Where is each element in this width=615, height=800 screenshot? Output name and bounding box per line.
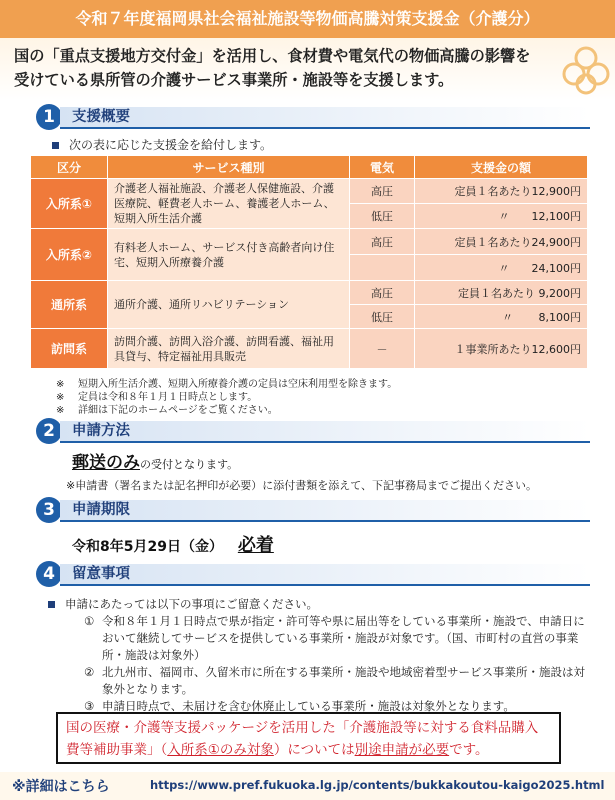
method-line: [72, 448, 238, 473]
note-line: 詳細は下記のホームページをご覧ください。: [78, 405, 278, 416]
category-cell: 通所系: [31, 281, 108, 329]
section-label-1: 支援概要: [72, 109, 130, 125]
caution-lead-text: 申請にあたっては以下の事項にご留意ください。: [65, 597, 318, 611]
header-voltage: 電気: [350, 156, 415, 179]
footer: [0, 772, 615, 800]
flower-icon: [560, 44, 612, 96]
details-label: ※詳細はこちら: [12, 779, 110, 795]
voltage-cell: 低圧: [350, 204, 415, 229]
deadline-date: 令和8年5月29日（金）: [72, 539, 223, 555]
method-note: ※申請書（署名または記名押印が必要）に添付書類を添えて、下記事務局までご提出ください。: [66, 479, 537, 492]
section-label-bar: [60, 500, 590, 522]
mail-only-text: 郵送のみ: [72, 453, 140, 473]
table-notes: ※ 短期入所生活介護、短期入所療養介護の定員は空床利用型を除きます。 ※ 定員は令和８年１月１日時点とします。 ※ 詳細は下記のホームページをご覧ください。: [56, 379, 398, 416]
page-title: 令和７年度福岡県社会福祉施設等物価高騰対策支援金（介護分）: [75, 9, 540, 28]
section-3-header: [0, 497, 615, 523]
item-number: ②: [84, 665, 95, 679]
notice-text: 国の医療・介護等支援パッケージを活用した「介護施設等に対する食料品購入費等補助事業」（: [66, 720, 539, 758]
mail-only-after: の受付となります。: [140, 458, 239, 471]
intro-line-1: 国の「重点支援地方交付金」を活用し、食材費や電気代の物価高騰の影響を: [14, 47, 531, 65]
service-cell: 通所介護、通所リハビリテーション: [108, 281, 350, 329]
section-number-1: 1: [36, 104, 62, 130]
food-subsidy-notice: [56, 712, 561, 764]
item-text: 令和８年１月１日時点で県が指定・許可等や県に届出等をしている事業所・施設で、申請日において継続してサービスを提供している事業所・施設が対象です。（国、市町村の直営の事業所・施設は対象外）: [102, 614, 585, 662]
item-text: 北九州市、福岡市、久留米市に所在する事業所・施設や地域密着型サービス事業所・施設は対象外となります。: [102, 665, 585, 696]
voltage-cell: 高圧: [350, 229, 415, 255]
caution-list: [48, 596, 588, 715]
deadline: [72, 531, 274, 557]
table-header: [31, 156, 588, 179]
intro-line-2: 受けている県所管の介護サービス事業所・施設等を支援します。: [14, 71, 454, 89]
section-label-4: 留意事項: [72, 566, 130, 582]
details-link[interactable]: https://www.pref.fukuoka.lg.jp/contents/bukkakoutou-kaigo2025.html: [150, 778, 605, 792]
section-label-bar: [60, 421, 590, 443]
amount-cell: １事業所あたり12,600円: [415, 329, 588, 369]
section-label-bar: [60, 107, 590, 129]
section-1-lead: [52, 136, 272, 153]
voltage-cell: [350, 255, 415, 281]
amount-cell: 〃 24,100円: [415, 255, 588, 281]
section-4-header: [0, 561, 615, 587]
square-bullet-icon: [52, 142, 59, 149]
voltage-cell: 低圧: [350, 305, 415, 329]
amount-cell: 〃 8,100円: [415, 305, 588, 329]
notice-underline-2: 別途申請が必要: [354, 742, 450, 758]
amount-cell: 定員１名あたり 9,200円: [415, 281, 588, 305]
voltage-cell: 高圧: [350, 281, 415, 305]
item-number: ①: [84, 614, 95, 628]
item-text: 申請日時点で、未届けを含む休廃止している事業所・施設は対象外となります。: [102, 699, 515, 713]
square-bullet-icon: [48, 601, 55, 608]
table-row: [31, 229, 588, 255]
lead-text: 次の表に応じた支援金を給付します。: [69, 138, 273, 152]
section-label-3: 申請期限: [72, 502, 130, 518]
support-table: [30, 155, 588, 369]
section-number-2: 2: [36, 418, 62, 444]
intro-text: [14, 44, 554, 92]
table-row: [31, 329, 588, 369]
section-label-2: 申請方法: [72, 423, 130, 439]
category-cell: 入所系①: [31, 179, 108, 229]
notice-text: です。: [449, 742, 489, 758]
list-item: [48, 664, 588, 698]
caution-lead: [48, 596, 588, 613]
amount-cell: 定員１名あたり12,900円: [415, 179, 588, 204]
deadline-suffix: 必着: [237, 535, 274, 556]
notice-underline-1: 入所系①のみ対象: [167, 742, 274, 758]
amount-cell: 〃 12,100円: [415, 204, 588, 229]
header-service: サービス種別: [108, 156, 350, 179]
service-cell: 介護老人福祉施設、介護老人保健施設、介護医療院、軽費老人ホーム、養護老人ホーム、短期入所生活介護: [108, 179, 350, 229]
list-item: [48, 613, 588, 664]
item-number: ③: [84, 699, 95, 713]
section-label-bar: [60, 564, 590, 586]
service-cell: 有料老人ホーム、サービス付き高齢者向け住宅、短期入所療養介護: [108, 229, 350, 281]
category-cell: 訪問系: [31, 329, 108, 369]
section-number-4: 4: [36, 561, 62, 587]
title-bar: [0, 0, 615, 38]
note-line: 短期入所生活介護、短期入所療養介護の定員は空床利用型を除きます。: [78, 379, 398, 390]
section-number-3: 3: [36, 497, 62, 523]
amount-cell: 定員１名あたり24,900円: [415, 229, 588, 255]
voltage-cell: 高圧: [350, 179, 415, 204]
service-cell: 訪問介護、訪問入浴介護、訪問看護、福祉用具貸与、特定福祉用具販売: [108, 329, 350, 369]
table-row: [31, 281, 588, 305]
section-2-header: [0, 418, 615, 444]
table-row: [31, 179, 588, 204]
note-line: 定員は令和８年１月１日時点とします。: [78, 392, 258, 403]
notice-text: ）については: [273, 742, 355, 758]
section-1-header: [0, 104, 615, 130]
header-amount: 支援金の額: [415, 156, 588, 179]
header-category: 区分: [31, 156, 108, 179]
voltage-cell: －: [350, 329, 415, 369]
category-cell: 入所系②: [31, 229, 108, 281]
